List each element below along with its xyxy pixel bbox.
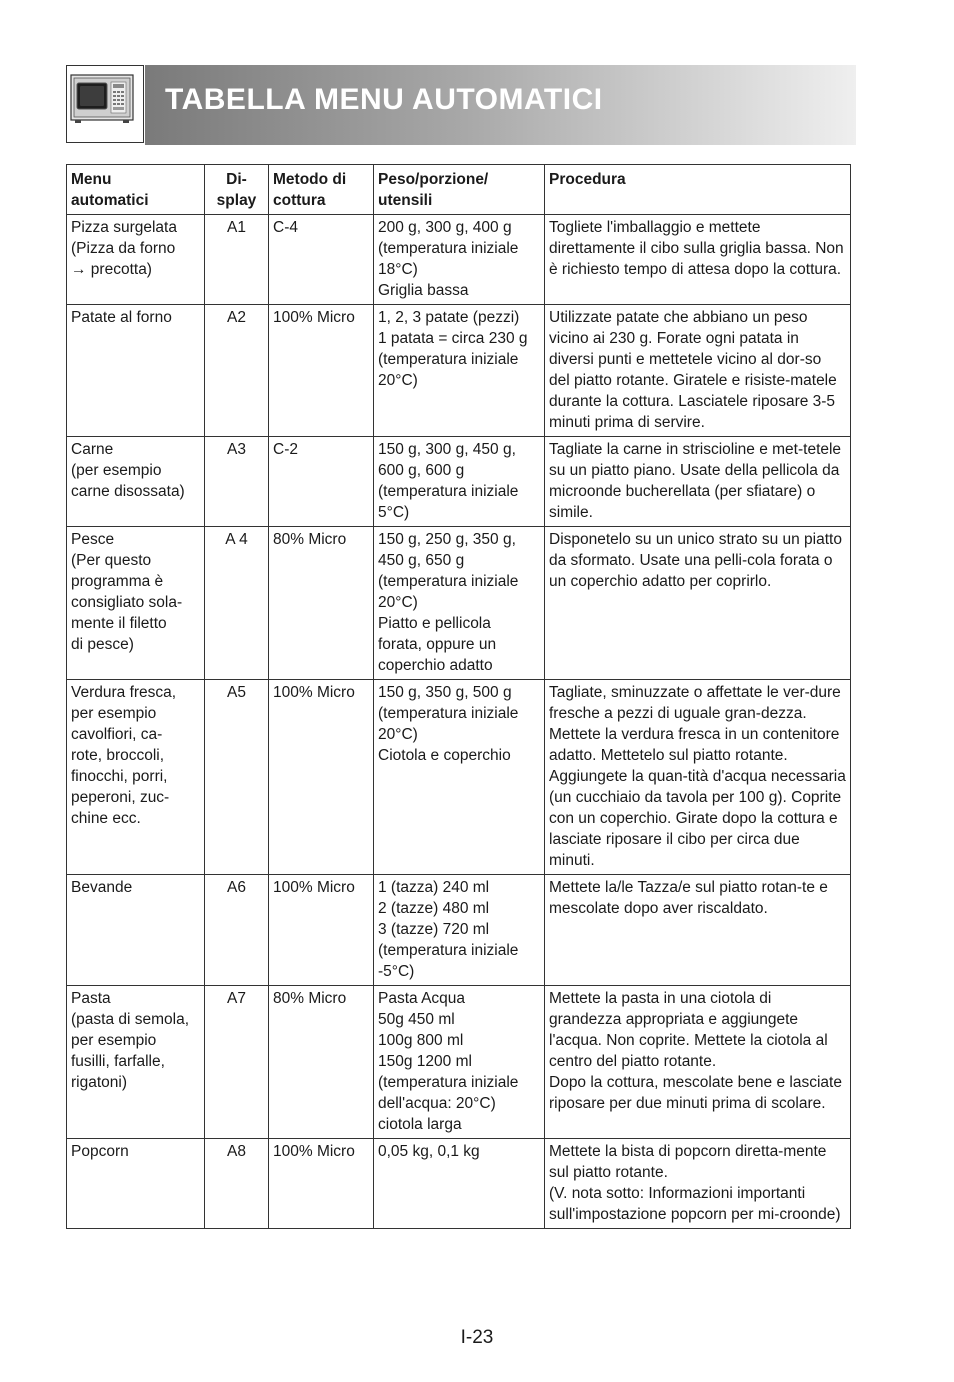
procedure-cell: Tagliate, sminuzzate o affettate le ver-dure fresche a pezzi di uguale gran-dezza. Mettete la verdura fresca in un contenitore adatto. Mettetelo sul piatto rotante. Aggiungete la quan-tità d'acqua necessaria (un cucchiaio da tavola per 100 g). Coprite con un coperchio. Girate dopo la cottura e lasciate riposare il cibo per circa due minuti.: [545, 680, 851, 875]
procedure-cell: Togliete l'imballaggio e mettete direttamente il cibo sulla griglia bassa. Non è richiesto tempo di attesa dopo la cottura.: [545, 215, 851, 305]
title-bar: [145, 65, 856, 145]
weight-cell: 1 (tazza) 240 ml 2 (tazze) 480 ml 3 (tazze) 720 ml (temperatura iniziale -5°C): [374, 875, 545, 986]
menu-cell: Carne (per esempio carne disossata): [67, 437, 205, 527]
method-cell: 100% Micro: [269, 680, 374, 875]
weight-cell: 0,05 kg, 0,1 kg: [374, 1139, 545, 1229]
method-cell: 80% Micro: [269, 527, 374, 680]
procedure-cell: Tagliate la carne in striscioline e met-tetele su un piatto piano. Usate della pellicola da microonde bucherellata (per sfiatare) o simile.: [545, 437, 851, 527]
display-cell: A 4: [205, 527, 269, 680]
method-cell: 100% Micro: [269, 875, 374, 986]
method-cell: C-2: [269, 437, 374, 527]
table-row: [67, 437, 851, 527]
table-row: [67, 875, 851, 986]
menu-cell: Pizza surgelata (Pizza da forno → precotta): [67, 215, 205, 305]
page-number: I-23: [460, 1327, 494, 1348]
table-row: [67, 680, 851, 875]
table-row: [67, 1139, 851, 1229]
column-header-method: Metodo di cottura: [269, 165, 374, 215]
display-cell: A3: [205, 437, 269, 527]
menu-cell: Pesce (Per questo programma è consigliato sola- mente il filetto di pesce): [67, 527, 205, 680]
display-cell: A7: [205, 986, 269, 1139]
procedure-cell: Mettete la bista di popcorn diretta-mente sul piatto rotante. (V. nota sotto: Informazioni importanti sull'impostazione popcorn per mi-croonde): [545, 1139, 851, 1229]
method-cell: C-4: [269, 215, 374, 305]
method-cell: 100% Micro: [269, 1139, 374, 1229]
procedure-cell: Mettete la/le Tazza/e sul piatto rotan-te e mescolate dopo aver riscaldato.: [545, 875, 851, 986]
display-cell: A5: [205, 680, 269, 875]
display-cell: A8: [205, 1139, 269, 1229]
table-header-row: [67, 165, 851, 215]
menu-cell: Popcorn: [67, 1139, 205, 1229]
procedure-cell: Utilizzate patate che abbiano un peso vicino ai 230 g. Forate ogni patata in diversi punti e mettetele vicino al dor-so del piatto rotante. Giratele e risiste-matele durante la cottura. Lasciatele riposare 3-5 minuti prima di servire.: [545, 305, 851, 437]
auto-menu-table: [66, 164, 851, 1229]
table-row: [67, 215, 851, 305]
display-cell: A1: [205, 215, 269, 305]
column-header-weight: Peso/porzione/ utensili: [374, 165, 545, 215]
menu-cell: Bevande: [67, 875, 205, 986]
weight-cell: 150 g, 250 g, 350 g, 450 g, 650 g (temperatura iniziale 20°C) Piatto e pellicola forata, oppure un coperchio adatto: [374, 527, 545, 680]
microwave-icon: [66, 65, 144, 143]
weight-cell: 200 g, 300 g, 400 g (temperatura iniziale 18°C) Griglia bassa: [374, 215, 545, 305]
page-title: TABELLA MENU AUTOMATICI: [165, 83, 603, 116]
column-header-procedure: Procedura: [545, 165, 851, 215]
display-cell: A6: [205, 875, 269, 986]
page-header: [66, 65, 856, 145]
weight-cell: 150 g, 350 g, 500 g (temperatura iniziale 20°C) Ciotola e coperchio: [374, 680, 545, 875]
procedure-cell: Mettete la pasta in una ciotola di grandezza appropriata e aggiungete l'acqua. Non coprite. Mettete la ciotola al centro del piatto rotante. Dopo la cottura, mescolate bene e lasciate riposare per due minuti prima di scolare.: [545, 986, 851, 1139]
menu-cell: Patate al forno: [67, 305, 205, 437]
display-cell: A2: [205, 305, 269, 437]
weight-cell: Pasta Acqua 50g 450 ml 100g 800 ml 150g 1200 ml (temperatura iniziale dell'acqua: 20°C) ciotola larga: [374, 986, 545, 1139]
weight-cell: 150 g, 300 g, 450 g, 600 g, 600 g (temperatura iniziale 5°C): [374, 437, 545, 527]
weight-cell: 1, 2, 3 patate (pezzi) 1 patata = circa 230 g (temperatura iniziale 20°C): [374, 305, 545, 437]
menu-cell: Pasta (pasta di semola, per esempio fusilli, farfalle, rigatoni): [67, 986, 205, 1139]
table-row: [67, 305, 851, 437]
procedure-cell: Disponetelo su un unico strato su un piatto da sformato. Usate una pelli-cola forata o un coperchio adatto per coprirlo.: [545, 527, 851, 680]
table-row: [67, 527, 851, 680]
method-cell: 100% Micro: [269, 305, 374, 437]
menu-cell: Verdura fresca, per esempio cavolfiori, ca- rote, broccoli, finocchi, porri, peperoni, zuc- chine ecc.: [67, 680, 205, 875]
column-header-display: Di- splay: [205, 165, 269, 215]
method-cell: 80% Micro: [269, 986, 374, 1139]
table-row: [67, 986, 851, 1139]
column-header-menu: Menu automatici: [67, 165, 205, 215]
